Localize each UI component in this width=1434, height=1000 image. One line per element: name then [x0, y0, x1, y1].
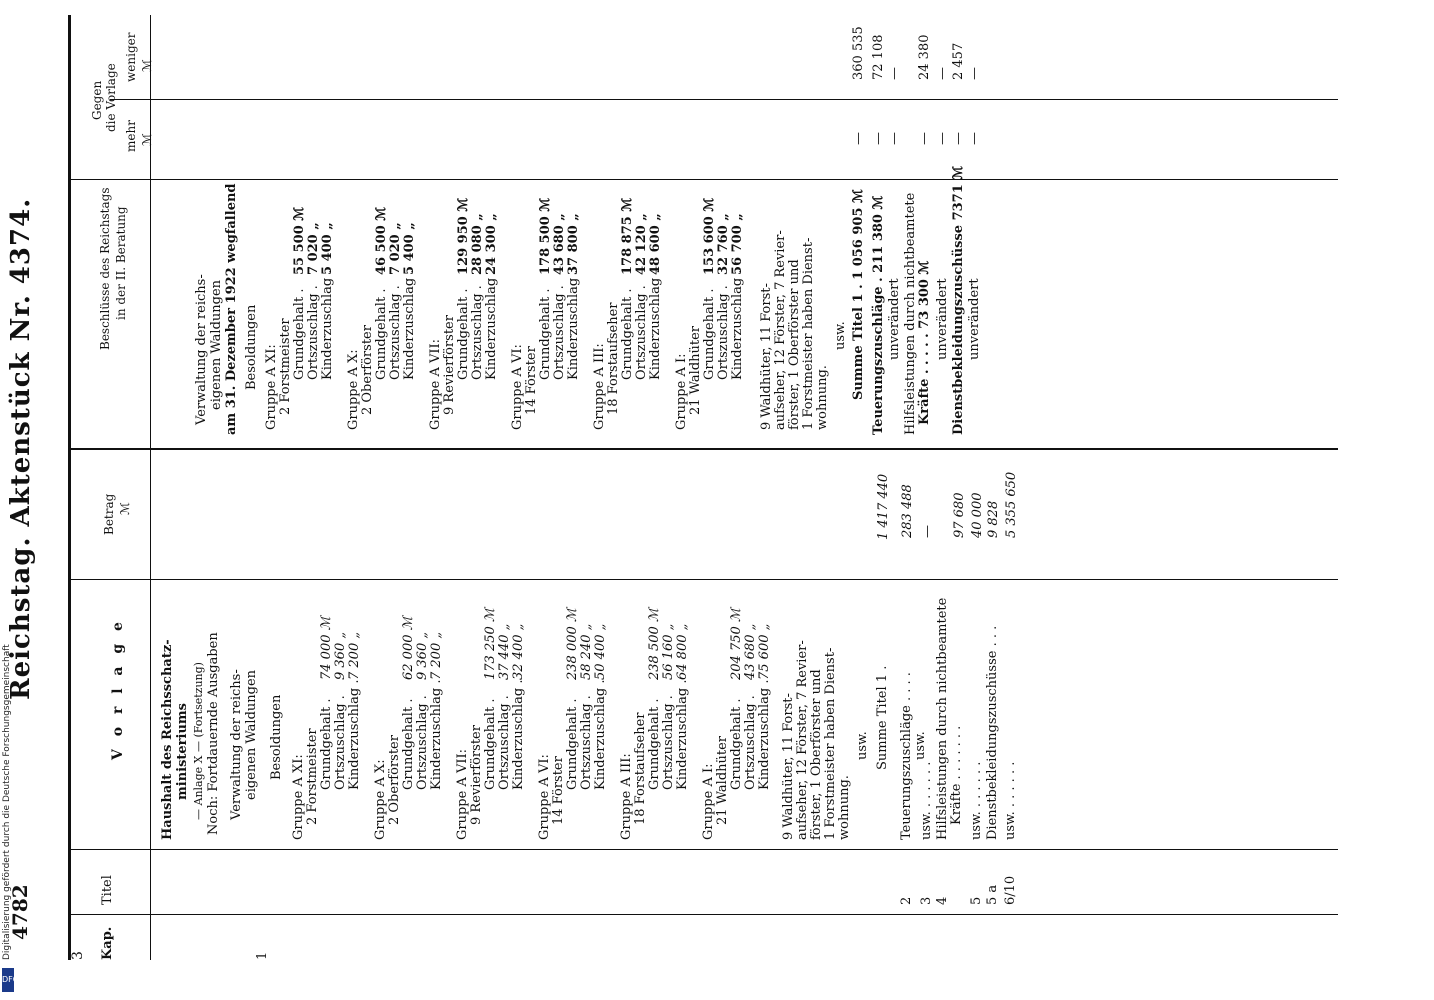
beschluss-gruppe-staff: 18 Forstaufseher — [606, 302, 621, 415]
titel-number: 3 — [919, 896, 934, 905]
beschluss-line-value: 56 700 „ — [730, 213, 745, 275]
titel-text: usw. . . . . . . — [969, 761, 984, 840]
betrag-value: 9 828 — [986, 500, 1001, 538]
beschluss-line-value: 37 800 „ — [566, 213, 581, 275]
vorlage-line-label: Kinderzuschlag . — [675, 679, 690, 790]
vorlage-gruppe-staff: 14 Förster — [551, 756, 566, 825]
beschluss-line-label: Kinderzuschlag . — [320, 269, 335, 380]
diff-weniger-value: — — [967, 67, 982, 80]
betrag-value: — — [920, 525, 935, 538]
vorlage-line-label: Kinderzuschlag . — [511, 679, 526, 790]
beschluss-line-value: 55 500 ℳ — [292, 206, 307, 275]
vorlage-line-value: 238 000 ℳ — [565, 608, 580, 680]
betrag-value: 97 680 — [952, 492, 967, 538]
beschluss-note-4: 1 Forstmeister haben Dienst- — [801, 237, 816, 430]
vorlage-section-1: Verwaltung der reichs- — [229, 669, 244, 820]
diff-weniger-value: 24 380 — [917, 34, 932, 80]
col-weniger-unit: ℳ — [140, 59, 154, 72]
beschluss-gruppe-staff: 21 Waldhüter — [688, 325, 703, 415]
vorlage-line-label: Grundgehalt . — [729, 698, 744, 790]
beschluss-gruppe-name: Gruppe A III: — [592, 343, 607, 430]
vorlage-line-label: Ortszuschlag . — [415, 695, 430, 790]
beschluss-besoldungen: Besoldungen — [244, 304, 259, 390]
vorlage-gruppe-name: Gruppe A XI: — [291, 754, 306, 840]
beschluss-note-1: 9 Waldhüter, 11 Forst- — [759, 283, 774, 430]
vorlage-line-value: 56 160 „ — [661, 623, 676, 680]
beschluss-line-value: 42 120 „ — [634, 213, 649, 275]
titel-text: Teuerungszuschläge . . . . — [899, 672, 914, 840]
vorlage-line-label: Ortszuschlag . — [333, 695, 348, 790]
dfg-logo-text: DFG — [2, 975, 19, 984]
margin-mark: 3 — [70, 951, 86, 960]
beschluss-summe: Summe Titel 1 . 1 056 905 ℳ — [851, 189, 866, 400]
beschluss-line-label: Kinderzuschlag . — [730, 269, 745, 380]
beschluss-section-2: eigenen Waldungen — [209, 279, 224, 410]
col-titel: Titel — [100, 875, 115, 905]
vorlage-gruppe-name: Gruppe A III: — [619, 753, 634, 840]
vorlage-gruppe-name: Gruppe A VII: — [455, 749, 470, 840]
vorlage-gruppe-staff: 2 Oberförster — [387, 735, 402, 825]
vorlage-gruppe-name: Gruppe A X: — [373, 759, 388, 840]
titel-number: 6/10 — [1003, 875, 1018, 905]
vorlage-line-value: 58 240 „ — [579, 623, 594, 680]
diff-mehr-value: — — [917, 132, 932, 145]
diff-mehr-value: — — [935, 132, 950, 145]
vorlage-gruppe-name: Gruppe A VI: — [537, 754, 552, 840]
rule-vorlage — [68, 579, 1338, 580]
beschluss-section-3: am 31. Dezember 1922 wegfallend — [224, 183, 239, 435]
titel-text: Hilfsleistungen durch nichtbeamtete — [935, 597, 950, 840]
beschluss-line-value: 178 500 ℳ — [538, 197, 553, 275]
beschluss-note-2: aufseher, 12 Förster, 7 Revier- — [773, 230, 788, 430]
beschluss-line-label: Grundgehalt . — [702, 288, 717, 380]
vorlage-line-value: 173 250 ℳ — [483, 608, 498, 680]
beschluss-line-value: 24 300 „ — [484, 213, 499, 275]
vorlage-line-label: Grundgehalt . — [565, 698, 580, 790]
betrag-value: 5 355 650 — [1004, 471, 1019, 538]
diff-mehr-value: — — [887, 132, 902, 145]
vorlage-line-value: 9 360 „ — [415, 631, 430, 680]
vorlage-besoldungen: Besoldungen — [269, 694, 284, 780]
vorlage-line-value: 238 500 ℳ — [647, 608, 662, 680]
beschluss-gruppe-name: Gruppe A I: — [674, 353, 689, 430]
beschluss-t6: unverändert — [967, 278, 982, 360]
beschluss-line-value: 7 020 „ — [388, 222, 403, 275]
vorlage-heading-2: ministeriums — [175, 703, 190, 800]
beschluss-line-label: Grundgehalt . — [292, 288, 307, 380]
col-betrag: Betrag — [102, 493, 116, 535]
col-gegen-2: die Vorlage — [104, 63, 118, 132]
beschluss-line-value: 43 680 „ — [552, 213, 567, 275]
page-title: Reichstag. Aktenstück Nr. 4374. — [6, 197, 36, 700]
vorlage-summe: Summe Titel 1 . — [875, 665, 890, 770]
vorlage-line-value: 9 360 „ — [333, 631, 348, 680]
col-weniger: weniger — [124, 32, 138, 82]
beschluss-section-1: Verwaltung der reichs- — [194, 274, 209, 425]
col-mehr: mehr — [124, 120, 138, 152]
col-betrag-unit: ℳ — [118, 502, 132, 515]
beschluss-note-5: wohnung. — [815, 365, 830, 430]
beschluss-line-value: 5 400 „ — [402, 222, 417, 275]
beschluss-gruppe-staff: 2 Forstmeister — [278, 318, 293, 415]
vorlage-heading-4: Noch: Fortdauernde Ausgaben — [206, 632, 221, 835]
beschluss-gruppe-staff: 14 Förster — [524, 346, 539, 415]
beschluss-line-label: Kinderzuschlag . — [648, 269, 663, 380]
titel-text: Dienstbekleidungszuschüsse . . . — [985, 625, 1000, 840]
beschluss-line-label: Ortszuschlag . — [552, 285, 567, 380]
vorlage-line-value: 37 440 „ — [497, 623, 512, 680]
beschluss-gruppe-name: Gruppe A VI: — [510, 344, 525, 430]
page-number: 4782 — [8, 884, 32, 940]
betrag-value: 283 488 — [900, 484, 915, 538]
beschluss-gruppe-name: Gruppe A XI: — [264, 344, 279, 430]
vorlage-line-label: Ortszuschlag . — [579, 695, 594, 790]
beschluss-t4a: Hilfsleistungen durch nichtbeamtete — [903, 192, 918, 435]
diff-weniger-value: 72 108 — [871, 34, 886, 80]
beschluss-line-label: Ortszuschlag . — [470, 285, 485, 380]
vorlage-line-value: 74 000 ℳ — [319, 616, 334, 680]
vorlage-kap: 1 — [255, 951, 270, 960]
beschluss-usw: usw. — [833, 321, 848, 350]
beschluss-line-value: 7 020 „ — [306, 222, 321, 275]
diff-mehr-value: — — [967, 132, 982, 145]
beschluss-line-label: Kinderzuschlag . — [566, 269, 581, 380]
beschluss-note-3: förster, 1 Oberförster und — [787, 259, 802, 430]
beschluss-t4b: Kräfte . . . . . 73 300 ℳ — [917, 260, 932, 425]
vorlage-line-value: 64 800 „ — [675, 623, 690, 680]
vorlage-line-value: 43 680 „ — [743, 623, 758, 680]
vorlage-note-4: 1 Forstmeister haben Dienst- — [823, 647, 838, 840]
beschluss-gruppe-name: Gruppe A X: — [346, 349, 361, 430]
header-rule — [68, 15, 71, 960]
vorlage-note-2: aufseher, 12 Förster, 7 Revier- — [795, 640, 810, 840]
diff-weniger-value: — — [935, 67, 950, 80]
col-mehr-unit: ℳ — [140, 133, 154, 146]
vorlage-note-1: 9 Waldhüter, 11 Forst- — [781, 693, 796, 840]
vorlage-line-label: Grundgehalt . — [319, 698, 334, 790]
diff-weniger-value: — — [887, 67, 902, 80]
vorlage-line-label: Grundgehalt . — [483, 698, 498, 790]
vorlage-note-5: wohnung. — [837, 775, 852, 840]
vorlage-line-label: Ortszuschlag . — [497, 695, 512, 790]
sidenote: Digitalisierung gefördert durch die Deutsche Forschungsgemeinschaft — [2, 644, 12, 960]
vorlage-line-label: Ortszuschlag . — [743, 695, 758, 790]
beschluss-line-value: 129 950 ℳ — [456, 197, 471, 275]
rule-titel — [68, 849, 1338, 850]
beschluss-line-label: Grundgehalt . — [620, 288, 635, 380]
diff-mehr-value: — — [951, 132, 966, 145]
beschluss-line-value: 178 875 ℳ — [620, 197, 635, 275]
col-gegen-1: Gegen — [90, 80, 104, 120]
beschluss-line-value: 153 600 ℳ — [702, 197, 717, 275]
vorlage-line-label: Grundgehalt . — [401, 698, 416, 790]
vorlage-line-label: Kinderzuschlag . — [757, 679, 772, 790]
vorlage-betrag-summe: 1 417 440 — [876, 473, 891, 540]
diff-mehr-value: — — [871, 132, 886, 145]
vorlage-gruppe-staff: 2 Forstmeister — [305, 728, 320, 825]
col-beschluesse-2: in der II. Beratung — [114, 206, 128, 320]
beschluss-line-label: Ortszuschlag . — [388, 285, 403, 380]
vorlage-line-value: 75 600 „ — [757, 623, 772, 680]
vorlage-usw: usw. — [855, 731, 870, 760]
vorlage-line-value: 32 400 „ — [511, 623, 526, 680]
beschluss-line-label: Grundgehalt . — [456, 288, 471, 380]
beschluss-line-label: Ortszuschlag . — [306, 285, 321, 380]
titel-text: usw. . . . . . . — [1003, 761, 1018, 840]
vorlage-gruppe-staff: 9 Revierförster — [469, 725, 484, 825]
diff-weniger-value: 360 535 — [851, 26, 866, 80]
vorlage-line-label: Kinderzuschlag . — [593, 679, 608, 790]
col-kap: Kap. — [100, 926, 115, 960]
beschluss-t2: Teuerungszuschläge . 211 380 ℳ — [871, 195, 886, 435]
vorlage-line-label: Kinderzuschlag . — [347, 679, 362, 790]
titel-number: 4 — [935, 896, 950, 905]
beschluss-line-label: Ortszuschlag . — [634, 285, 649, 380]
col-vorlage: V o r l a g e — [110, 618, 126, 760]
titel-number: 2 — [899, 896, 914, 905]
beschluss-t3: unverändert — [887, 278, 902, 360]
beschluss-line-label: Kinderzuschlag . — [484, 269, 499, 380]
diff-mehr-value: — — [851, 132, 866, 145]
vorlage-line-label: Kinderzuschlag . — [429, 679, 444, 790]
dfg-logo — [2, 968, 19, 992]
titel-number: 5 a — [985, 884, 1000, 905]
vorlage-line-label: Grundgehalt . — [647, 698, 662, 790]
betrag-value: 40 000 — [970, 492, 985, 538]
col-beschluesse-1: Beschlüsse des Reichstags — [98, 187, 112, 350]
vorlage-note-3: förster, 1 Oberförster und — [809, 669, 824, 840]
vorlage-line-label: Ortszuschlag . — [661, 695, 676, 790]
beschluss-line-label: Grundgehalt . — [374, 288, 389, 380]
beschluss-t5: unverändert — [935, 278, 950, 360]
vorlage-line-value: 50 400 „ — [593, 623, 608, 680]
titel-subtext: Kräfte . . . . . . . — [949, 725, 964, 825]
beschluss-gruppe-staff: 2 Oberförster — [360, 325, 375, 415]
titel-number: 5 — [969, 896, 984, 905]
titel-subtext: usw. — [913, 731, 928, 760]
vorlage-heading-1: Haushalt des Reichsschatz- — [160, 639, 175, 840]
vorlage-line-value: 7 200 „ — [347, 631, 362, 680]
beschluss-gruppe-staff: 9 Revierförster — [442, 315, 457, 415]
header-bottom-rule — [150, 15, 151, 960]
rule-kap — [68, 914, 1338, 915]
rule-beschluss — [68, 179, 1338, 180]
titel-text: usw. . . . . . . — [919, 761, 934, 840]
vorlage-line-value: 204 750 ℳ — [729, 608, 744, 680]
vorlage-line-value: 7 200 „ — [429, 631, 444, 680]
beschluss-line-value: 48 600 „ — [648, 213, 663, 275]
vorlage-heading-3: — Anlage X — (Fortsetzung) — [192, 662, 205, 820]
beschluss-line-label: Kinderzuschlag . — [402, 269, 417, 380]
beschluss-t5a: Dienstbekleidungszuschüsse 7371 ℳ — [951, 165, 966, 435]
diff-weniger-value: 2 457 — [951, 42, 966, 80]
vorlage-line-value: 62 000 ℳ — [401, 616, 416, 680]
rule-betrag — [68, 448, 1338, 450]
beschluss-line-value: 5 400 „ — [320, 222, 335, 275]
vorlage-section-2: eigenen Waldungen — [244, 669, 259, 800]
beschluss-line-value: 46 500 ℳ — [374, 206, 389, 275]
beschluss-line-value: 32 760 „ — [716, 213, 731, 275]
vorlage-gruppe-name: Gruppe A I: — [701, 763, 716, 840]
beschluss-line-label: Grundgehalt . — [538, 288, 553, 380]
vorlage-gruppe-staff: 21 Waldhüter — [715, 735, 730, 825]
rule-mehr — [110, 99, 1338, 100]
beschluss-line-label: Ortszuschlag . — [716, 285, 731, 380]
beschluss-gruppe-name: Gruppe A VII: — [428, 339, 443, 430]
beschluss-line-value: 28 080 „ — [470, 213, 485, 275]
vorlage-gruppe-staff: 18 Forstaufseher — [633, 712, 648, 825]
